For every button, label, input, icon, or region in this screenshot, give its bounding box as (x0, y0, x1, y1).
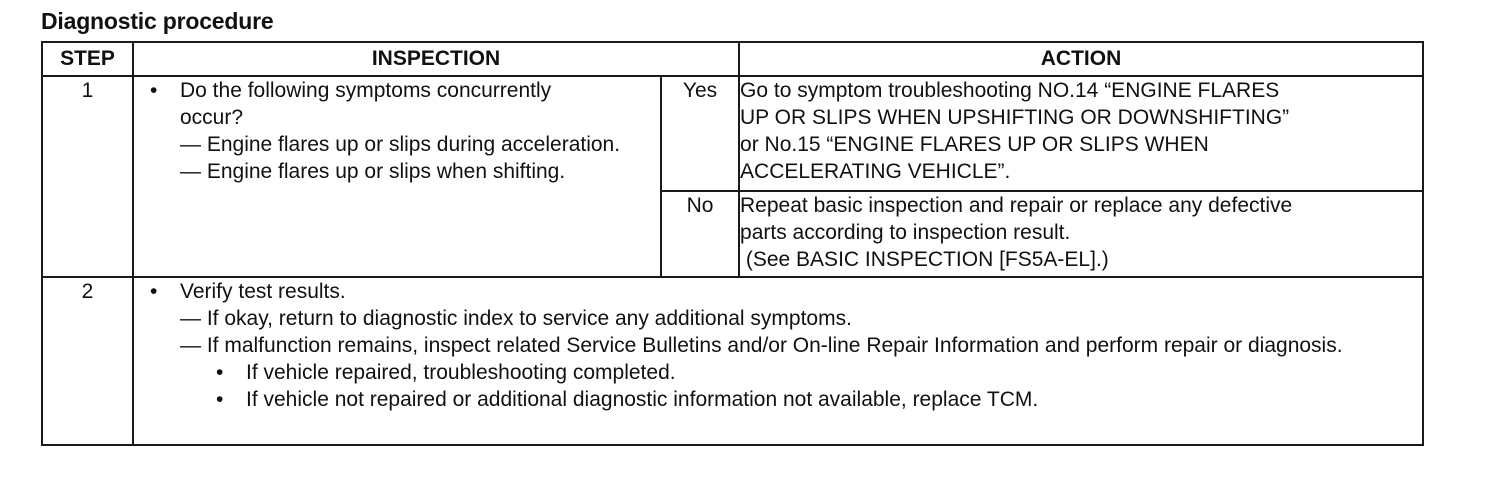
yes-action-line: or No.15 “ENGINE FLARES UP OR SLIPS WHEN (740, 133, 1209, 156)
header-action: ACTION (739, 42, 1423, 76)
step1-no-action (739, 191, 1423, 277)
step2-sub-text: If vehicle repaired, troubleshooting completed. (246, 361, 676, 384)
diagnostic-procedure-table (41, 41, 1424, 446)
step1-yes-action (739, 76, 1423, 191)
step2-sub-text: If vehicle not repaired or additional diagnostic information not available, replace TCM. (246, 388, 1039, 411)
step2-sub-item (134, 359, 1422, 386)
yes-action-line: UP OR SLIPS WHEN UPSHIFTING OR DOWNSHIFTING” (740, 106, 1290, 129)
step2-dash-item: — If malfunction remains, inspect related Service Bulletins and/or On-line Repair Information and perform repair or diagnosis. (180, 334, 1343, 357)
no-action-line: parts according to inspection result. (740, 221, 1071, 244)
step2-dash-item: — If okay, return to diagnostic index to service any additional symptoms. (180, 307, 852, 330)
header-step: STEP (42, 42, 133, 76)
header-row (42, 42, 1423, 76)
yes-action-line: ACCELERATING VEHICLE”. (740, 160, 1011, 183)
step1-inspection (133, 76, 661, 277)
step1-dash-item: — Engine flares up or slips when shifting. (180, 160, 566, 183)
yes-action-line: Go to symptom troubleshooting NO.14 “ENGINE FLARES (740, 79, 1280, 102)
step2-main: Verify test results. (180, 280, 346, 303)
bullet-icon: • (150, 79, 158, 102)
step1-yes-label: Yes (661, 76, 739, 191)
no-action-line: Repeat basic inspection and repair or replace any defective (740, 194, 1293, 217)
step2-number: 2 (42, 277, 133, 445)
step2-content (134, 278, 1422, 359)
sub-bullet-icon: • (216, 388, 224, 411)
bullet-icon: • (150, 280, 158, 303)
step2-row (42, 277, 1423, 445)
step1-question (134, 77, 660, 185)
step1-number: 1 (42, 76, 133, 277)
step1-question-line: occur? (180, 106, 244, 129)
step2-inspection (133, 277, 1423, 445)
step1-yes-row (42, 76, 1423, 191)
no-action-line: (See BASIC INSPECTION [FS5A-EL].) (740, 248, 1109, 271)
page-title: Diagnostic procedure (41, 8, 274, 34)
step1-no-label: No (661, 191, 739, 277)
step2-sub-item (134, 386, 1422, 413)
sub-bullet-icon: • (216, 361, 224, 384)
header-inspection: INSPECTION (133, 42, 739, 76)
step1-dash-item: — Engine flares up or slips during acceleration. (180, 133, 621, 156)
step1-question-line: Do the following symptoms concurrently (180, 79, 552, 102)
